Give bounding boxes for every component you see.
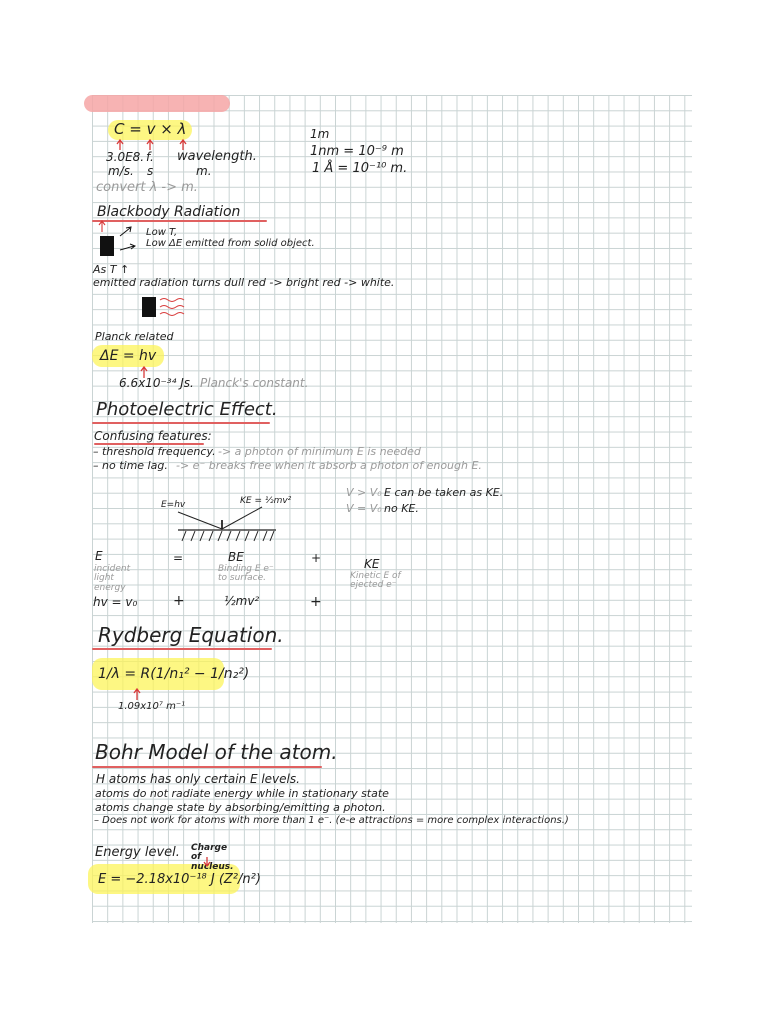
bohr-line-2: atoms do not radiate energy while in stationary state [95, 787, 389, 800]
photoelectric-diagram [178, 507, 276, 541]
bohr-line-3: atoms change state by absorbing/emitting a photon. [95, 801, 386, 814]
blackbody-low-e: Low ΔE emitted from solid object. [146, 238, 315, 249]
rydberg-title: Rydberg Equation. [98, 623, 284, 647]
eq1-c-unit: m/s. [108, 164, 134, 178]
unit-line-3: 1 Å = 10⁻¹⁰ m. [312, 161, 408, 176]
planck-arrow [141, 367, 147, 378]
eq1-f-label: f. [146, 150, 154, 164]
rydberg-value: 1.09x10⁷ m⁻¹ [118, 701, 186, 712]
photo-row2-plus2: + [310, 594, 322, 610]
blackbody-as-t: As T ↑ [93, 263, 130, 276]
planck-label: Planck related [95, 330, 174, 343]
eq1-f-unit: s [147, 164, 154, 178]
photo-cond2-rhs: no KE. [384, 502, 419, 515]
bohr-title: Bohr Model of the atom. [95, 740, 338, 764]
photo-cond2-lhs: V = V₀ [346, 502, 382, 515]
bohr-charge-note: Charge of nucleus. [191, 843, 234, 872]
planck-name: Planck's constant. [200, 376, 309, 390]
photo-eq-ke: KE [364, 557, 380, 571]
planck-value: 6.6x10⁻³⁴ Js. [119, 376, 194, 390]
planck-formula: ΔE = hv [100, 348, 157, 364]
photo-row2-b: ½mv² [224, 594, 260, 608]
photo-eq-plus: + [311, 551, 322, 565]
photo-eq-e-sub: incident light energy [94, 564, 131, 593]
photo-features-label: Confusing features: [94, 429, 212, 443]
diagram-ehv-label: E=hv [161, 500, 186, 510]
photo-eq-e: E [95, 549, 103, 563]
photo-cond1-lhs: V > V₀ [346, 486, 382, 499]
eq1-wavelength-label: wavelength. [177, 149, 257, 164]
unit-line-2: 1nm = 10⁻⁹ m [310, 144, 404, 159]
photo-eq-equals: = [173, 551, 184, 565]
eq1-up-arrows [117, 140, 186, 150]
photo-eq-ke-sub: Kinetic E of ejected e⁻ [350, 571, 401, 591]
photo-feature-2-note: -> e⁻ breaks free when it absorb a photon of enough E. [176, 459, 482, 472]
eq1-c-value: 3.0E8. [106, 150, 145, 164]
photo-eq-be: BE [228, 550, 244, 564]
photo-cond1-rhs: E can be taken as KE. [384, 486, 504, 499]
eq1-wavelength-unit: m. [196, 164, 212, 178]
photo-row2-a: hv = v₀ [93, 595, 138, 609]
photo-eq-be-sub: Binding E e⁻ to surface. [218, 564, 274, 584]
charge-arrow [204, 857, 210, 866]
bohr-line-4: – Does not work for atoms with more than 1 e⁻. (e-e attractions = more complex interactions.) [94, 815, 569, 826]
eq1-formula: C = v × λ [114, 120, 187, 138]
rydberg-arrow [134, 689, 140, 700]
rydberg-formula: 1/λ = R(1/n₁² − 1/n₂²) [98, 666, 250, 682]
photo-feature-1-note: -> a photon of minimum E is needed [218, 445, 421, 458]
eq1-convert-note: convert λ -> m. [96, 180, 198, 195]
diagram-ke-label: KE = ½mv² [240, 496, 292, 506]
blackbody-low-t: Low T, [146, 227, 178, 238]
bohr-line-1: H atoms has only certain E levels. [96, 772, 300, 786]
blackbody-emitted: emitted radiation turns dull red -> bright red -> white. [93, 276, 395, 289]
blackbody-solid-2 [142, 297, 184, 317]
bohr-energy-formula: E = −2.18x10⁻¹⁸ J (Z²/n²) [98, 872, 261, 887]
photo-row2-plus1: + [173, 593, 185, 609]
photo-title: Photoelectric Effect. [96, 399, 278, 420]
unit-line-1: 1m [310, 127, 330, 141]
blackbody-solid-1 [99, 221, 135, 256]
bohr-energy-label: Energy level. [95, 845, 180, 860]
photo-feature-2: – no time lag. [93, 459, 168, 472]
blackbody-title: Blackbody Radiation [97, 204, 241, 220]
photo-feature-1: – threshold frequency. [93, 445, 216, 458]
